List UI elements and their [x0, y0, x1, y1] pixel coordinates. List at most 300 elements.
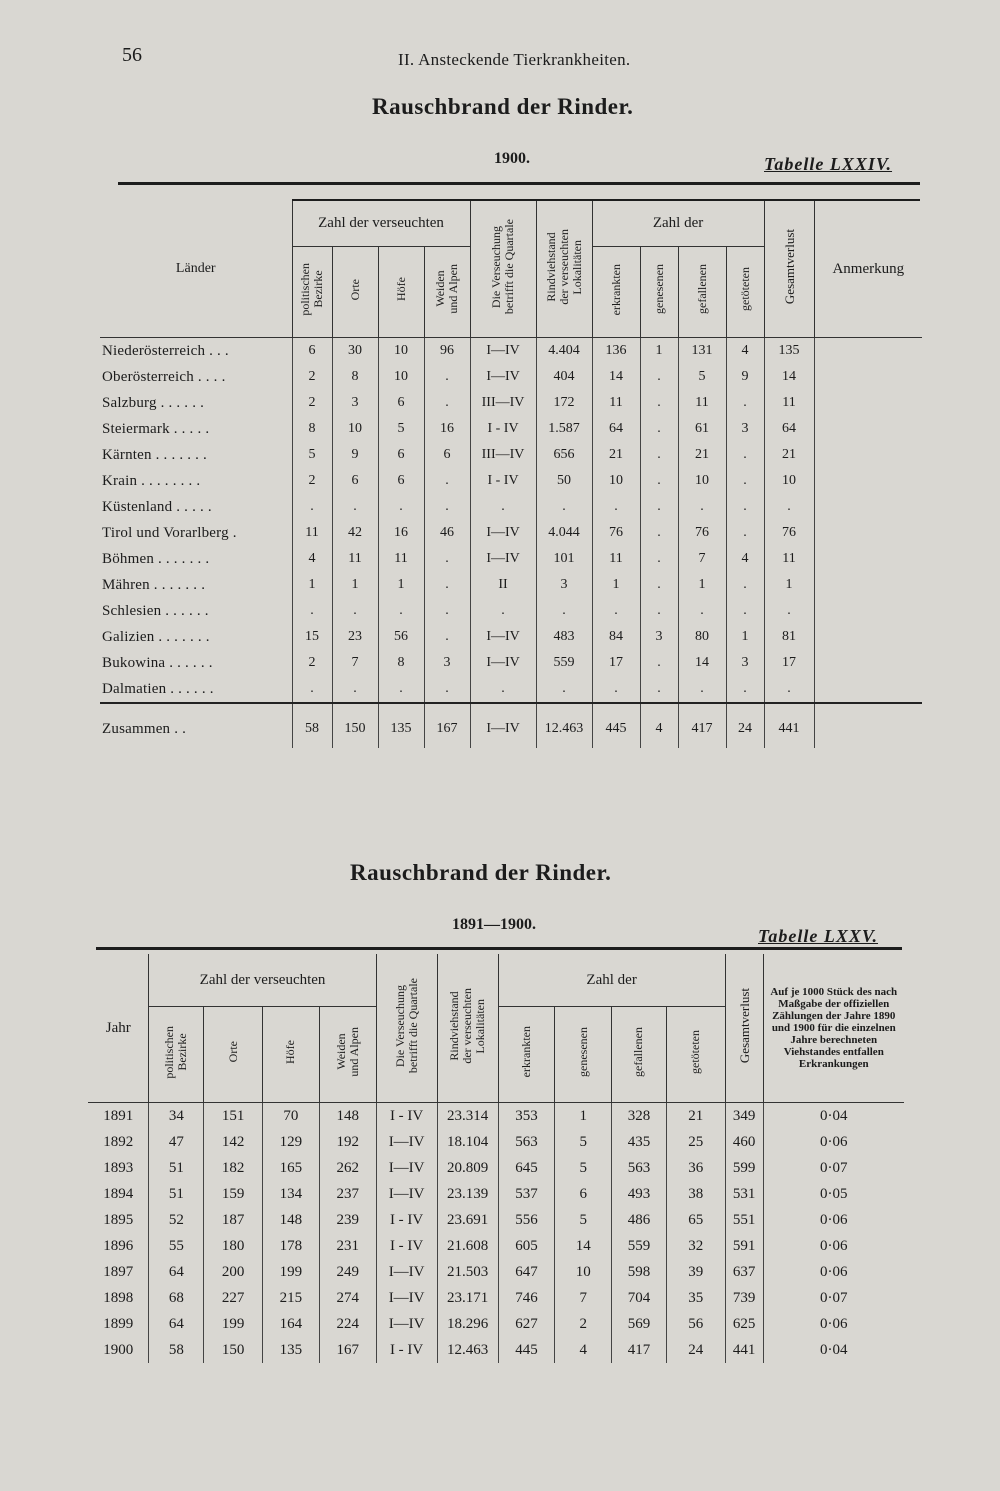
- cell-bez: 15: [292, 624, 332, 650]
- cell-orte: 11: [332, 546, 378, 572]
- cell-erkr: 11: [592, 546, 640, 572]
- header-laender: Länder: [100, 201, 292, 338]
- table-row: [88, 1337, 904, 1363]
- cell-orte: 10: [332, 416, 378, 442]
- cell-verlust: 349: [725, 1103, 763, 1130]
- cell-promille: 0·06: [763, 1233, 904, 1259]
- cell-anmerkung: [814, 572, 922, 598]
- table-row: [88, 1233, 904, 1259]
- cell-anmerkung: [814, 468, 922, 494]
- cell-quartale: I - IV: [470, 416, 536, 442]
- cell-quartale: I—IV: [376, 1285, 437, 1311]
- table-row: [100, 572, 922, 598]
- table2-year: 1891—1900.: [452, 916, 536, 933]
- cell-orte: .: [332, 494, 378, 520]
- cell-gen: .: [640, 468, 678, 494]
- cell-orte: 42: [332, 520, 378, 546]
- cell-hoefe: 1: [378, 572, 424, 598]
- cell-stand: 18.296: [437, 1311, 498, 1337]
- cell-quartale: I—IV: [376, 1129, 437, 1155]
- cell-weiden: .: [424, 624, 470, 650]
- cell-erkr: 136: [592, 338, 640, 365]
- cell-erkr: 627: [498, 1311, 555, 1337]
- cell-bez: 8: [292, 416, 332, 442]
- cell-bez: 68: [149, 1285, 204, 1311]
- cell-stand: 12.463: [536, 703, 592, 748]
- cell-anmerkung: [814, 494, 922, 520]
- table1-body: [100, 338, 922, 749]
- cell-quartale: .: [470, 598, 536, 624]
- cell-erkr: 10: [592, 468, 640, 494]
- cell-stand: .: [536, 598, 592, 624]
- cell-gef: 569: [612, 1311, 667, 1337]
- cell-jahr: 1897: [103, 1263, 134, 1280]
- cell-gef: 435: [612, 1129, 667, 1155]
- cell-gen: .: [640, 546, 678, 572]
- cell-orte: 1: [332, 572, 378, 598]
- cell-hoefe: 70: [263, 1103, 320, 1130]
- cell-erkr: .: [592, 676, 640, 703]
- header-erkrankten: erkrankten: [592, 246, 640, 337]
- cell-weiden: 6: [424, 442, 470, 468]
- cell-gef: 486: [612, 1207, 667, 1233]
- cell-quartale: I—IV: [376, 1259, 437, 1285]
- cell-orte: 6: [332, 468, 378, 494]
- cell-quartale: .: [470, 676, 536, 703]
- cell-verlust: 10: [764, 468, 814, 494]
- cell-stand: 23.139: [437, 1181, 498, 1207]
- cell-verlust: 739: [725, 1285, 763, 1311]
- cell-get: 24: [726, 703, 764, 748]
- cell-get: 32: [666, 1233, 725, 1259]
- cell-hoefe: 56: [378, 624, 424, 650]
- cell-gef: 11: [678, 390, 726, 416]
- cell-gen: 5: [555, 1207, 612, 1233]
- table-row: [100, 494, 922, 520]
- cell-gen: 14: [555, 1233, 612, 1259]
- cell-gen: .: [640, 390, 678, 416]
- cell-gef: 417: [678, 703, 726, 748]
- header-orte: Orte: [332, 246, 378, 337]
- table-row: [100, 390, 922, 416]
- cell-quartale: I—IV: [470, 364, 536, 390]
- cell-bez: 2: [292, 390, 332, 416]
- cell-promille: 0·06: [763, 1259, 904, 1285]
- header2-quartale: Die Verseuchung betrifft die Quartale: [376, 954, 437, 1103]
- cell-erkr: 445: [498, 1337, 555, 1363]
- cell-gef: 131: [678, 338, 726, 365]
- header2-orte: Orte: [204, 1007, 263, 1103]
- cell-weiden: 237: [319, 1181, 376, 1207]
- cell-quartale: I—IV: [470, 650, 536, 676]
- cell-bez: 2: [292, 650, 332, 676]
- cell-verlust: 11: [764, 546, 814, 572]
- cell-jahr: 1891: [103, 1107, 134, 1124]
- header-jahr: Jahr: [88, 954, 149, 1103]
- cell-bez: 5: [292, 442, 332, 468]
- cell-verlust: .: [764, 494, 814, 520]
- header-zahl-der: Zahl der: [592, 201, 764, 246]
- cell-stand: .: [536, 494, 592, 520]
- cell-verlust: 625: [725, 1311, 763, 1337]
- cell-weiden: 192: [319, 1129, 376, 1155]
- cell-hoefe: 8: [378, 650, 424, 676]
- cell-land: Galizien . . . . . . .: [102, 628, 210, 645]
- cell-gef: .: [678, 494, 726, 520]
- cell-bez: 51: [149, 1181, 204, 1207]
- cell-promille: 0·04: [763, 1103, 904, 1130]
- cell-gef: 14: [678, 650, 726, 676]
- cell-orte: 142: [204, 1129, 263, 1155]
- header-zahl-verseuchten: Zahl der verseuchten: [292, 201, 470, 246]
- cell-gef: 559: [612, 1233, 667, 1259]
- cell-get: 36: [666, 1155, 725, 1181]
- cell-weiden: 167: [319, 1337, 376, 1363]
- cell-anmerkung: [814, 390, 922, 416]
- header2-note: Auf je 1000 Stück des nach Maßgabe der offiziellen Zählungen der Jahre 1890 und 1900 für die einzelnen Jahre berechneten Viehstandes entfallen Erkrankungen: [763, 954, 904, 1103]
- cell-gef: 76: [678, 520, 726, 546]
- total-row: [100, 703, 922, 748]
- cell-gef: 21: [678, 442, 726, 468]
- cell-bez: 6: [292, 338, 332, 365]
- cell-orte: 199: [204, 1311, 263, 1337]
- cell-bez: 47: [149, 1129, 204, 1155]
- cell-land: Mähren . . . . . . .: [102, 576, 206, 593]
- header-quartale: Die Verseuchung betrifft die Quartale: [470, 201, 536, 338]
- header2-getoeteten: getöteten: [666, 1007, 725, 1103]
- cell-quartale: I - IV: [376, 1103, 437, 1130]
- cell-anmerkung: [814, 546, 922, 572]
- cell-gef: .: [678, 598, 726, 624]
- cell-erkr: .: [592, 494, 640, 520]
- cell-weiden: 148: [319, 1103, 376, 1130]
- cell-get: 25: [666, 1129, 725, 1155]
- cell-jahr: 1892: [103, 1133, 134, 1150]
- cell-stand: 483: [536, 624, 592, 650]
- cell-verlust: .: [764, 676, 814, 703]
- cell-erkr: 76: [592, 520, 640, 546]
- table1: [100, 201, 922, 748]
- cell-orte: 150: [204, 1337, 263, 1363]
- header-weiden: Weiden und Alpen: [424, 246, 470, 337]
- cell-land: Tirol und Vorarlberg .: [102, 524, 237, 541]
- cell-erkr: 445: [592, 703, 640, 748]
- header2-gefallenen: gefallenen: [612, 1007, 667, 1103]
- cell-weiden: .: [424, 572, 470, 598]
- cell-weiden: 16: [424, 416, 470, 442]
- cell-get: 3: [726, 650, 764, 676]
- cell-quartale: I—IV: [376, 1181, 437, 1207]
- cell-hoefe: 165: [263, 1155, 320, 1181]
- cell-orte: 8: [332, 364, 378, 390]
- cell-get: .: [726, 468, 764, 494]
- header2-hoefe: Höfe: [263, 1007, 320, 1103]
- cell-land: Oberösterreich . . . .: [102, 368, 226, 385]
- cell-stand: 3: [536, 572, 592, 598]
- cell-get: 9: [726, 364, 764, 390]
- cell-weiden: 224: [319, 1311, 376, 1337]
- cell-orte: 23: [332, 624, 378, 650]
- cell-get: .: [726, 676, 764, 703]
- cell-stand: .: [536, 676, 592, 703]
- cell-weiden: .: [424, 390, 470, 416]
- cell-land: Krain . . . . . . . .: [102, 472, 201, 489]
- cell-orte: 151: [204, 1103, 263, 1130]
- cell-get: 1: [726, 624, 764, 650]
- cell-anmerkung: [814, 416, 922, 442]
- cell-bez: 58: [292, 703, 332, 748]
- cell-quartale: I—IV: [376, 1155, 437, 1181]
- cell-get: .: [726, 520, 764, 546]
- cell-hoefe: 148: [263, 1207, 320, 1233]
- cell-hoefe: 6: [378, 442, 424, 468]
- cell-anmerkung: [814, 364, 922, 390]
- table-row: [100, 624, 922, 650]
- table-row: [88, 1285, 904, 1311]
- cell-erkr: .: [592, 598, 640, 624]
- cell-erkr: 746: [498, 1285, 555, 1311]
- cell-get: 4: [726, 338, 764, 365]
- cell-weiden: 249: [319, 1259, 376, 1285]
- cell-weiden: .: [424, 676, 470, 703]
- cell-gen: 3: [640, 624, 678, 650]
- cell-jahr: 1900: [103, 1341, 134, 1358]
- cell-hoefe: 129: [263, 1129, 320, 1155]
- cell-orte: 187: [204, 1207, 263, 1233]
- cell-erkr: 563: [498, 1129, 555, 1155]
- cell-gef: 5: [678, 364, 726, 390]
- cell-bez: 58: [149, 1337, 204, 1363]
- header-gefallenen: gefallenen: [678, 246, 726, 337]
- cell-quartale: II: [470, 572, 536, 598]
- table2-top-rule: [96, 947, 902, 950]
- cell-get: 39: [666, 1259, 725, 1285]
- cell-stand: 404: [536, 364, 592, 390]
- cell-verlust: 14: [764, 364, 814, 390]
- cell-orte: 159: [204, 1181, 263, 1207]
- cell-erkr: 11: [592, 390, 640, 416]
- cell-stand: 4.044: [536, 520, 592, 546]
- cell-get: 3: [726, 416, 764, 442]
- cell-verlust: 441: [764, 703, 814, 748]
- table1-title: Rauschbrand der Rinder.: [372, 94, 634, 119]
- table2-title: Rauschbrand der Rinder.: [350, 860, 612, 885]
- cell-land: Zusammen . .: [100, 703, 292, 748]
- cell-quartale: III—IV: [470, 442, 536, 468]
- cell-verlust: 81: [764, 624, 814, 650]
- cell-gen: 10: [555, 1259, 612, 1285]
- cell-gef: 10: [678, 468, 726, 494]
- cell-bez: 51: [149, 1155, 204, 1181]
- cell-orte: 180: [204, 1233, 263, 1259]
- cell-quartale: I—IV: [470, 703, 536, 748]
- cell-land: Steiermark . . . . .: [102, 420, 210, 437]
- cell-erkr: 1: [592, 572, 640, 598]
- cell-gef: 80: [678, 624, 726, 650]
- cell-gen: 1: [555, 1103, 612, 1130]
- cell-weiden: .: [424, 598, 470, 624]
- cell-hoefe: 134: [263, 1181, 320, 1207]
- cell-bez: 64: [149, 1259, 204, 1285]
- cell-anmerkung: [814, 650, 922, 676]
- cell-promille: 0·06: [763, 1311, 904, 1337]
- cell-stand: 172: [536, 390, 592, 416]
- cell-erkr: 353: [498, 1103, 555, 1130]
- cell-verlust: 591: [725, 1233, 763, 1259]
- header2-politische-bezirke: politischen Bezirke: [149, 1007, 204, 1103]
- cell-anmerkung: [814, 703, 922, 748]
- running-head: II. Ansteckende Tierkrankheiten.: [398, 50, 631, 69]
- cell-hoefe: .: [378, 494, 424, 520]
- cell-weiden: 239: [319, 1207, 376, 1233]
- cell-gen: .: [640, 442, 678, 468]
- table-row: [100, 338, 922, 365]
- header-rindviehstand: Rindviehstand der verseuchten Lokalitäten: [536, 201, 592, 338]
- cell-stand: 559: [536, 650, 592, 676]
- cell-bez: 11: [292, 520, 332, 546]
- cell-quartale: I—IV: [470, 338, 536, 365]
- cell-gen: 4: [640, 703, 678, 748]
- cell-get: .: [726, 442, 764, 468]
- cell-weiden: 231: [319, 1233, 376, 1259]
- cell-verlust: 637: [725, 1259, 763, 1285]
- cell-get: .: [726, 390, 764, 416]
- cell-jahr: 1893: [103, 1159, 134, 1176]
- cell-stand: 656: [536, 442, 592, 468]
- cell-bez: 2: [292, 364, 332, 390]
- cell-stand: 21.503: [437, 1259, 498, 1285]
- cell-orte: .: [332, 598, 378, 624]
- cell-stand: 23.691: [437, 1207, 498, 1233]
- cell-hoefe: 16: [378, 520, 424, 546]
- cell-stand: 4.404: [536, 338, 592, 365]
- cell-verlust: 1: [764, 572, 814, 598]
- header-politische-bezirke: politischen Bezirke: [292, 246, 332, 337]
- cell-verlust: 599: [725, 1155, 763, 1181]
- cell-quartale: I—IV: [470, 624, 536, 650]
- cell-quartale: I - IV: [376, 1337, 437, 1363]
- cell-gen: .: [640, 494, 678, 520]
- cell-erkr: 556: [498, 1207, 555, 1233]
- cell-gen: 2: [555, 1311, 612, 1337]
- cell-get: .: [726, 572, 764, 598]
- cell-bez: 2: [292, 468, 332, 494]
- cell-verlust: 551: [725, 1207, 763, 1233]
- cell-orte: .: [332, 676, 378, 703]
- cell-gen: .: [640, 520, 678, 546]
- cell-bez: .: [292, 598, 332, 624]
- table-row: [100, 598, 922, 624]
- cell-gen: .: [640, 364, 678, 390]
- cell-erkr: 645: [498, 1155, 555, 1181]
- cell-stand: 12.463: [437, 1337, 498, 1363]
- cell-quartale: I - IV: [376, 1207, 437, 1233]
- cell-jahr: 1895: [103, 1211, 134, 1228]
- cell-orte: 182: [204, 1155, 263, 1181]
- table-row: [88, 1181, 904, 1207]
- cell-verlust: 21: [764, 442, 814, 468]
- header2-erkrankten: erkrankten: [498, 1007, 555, 1103]
- cell-weiden: .: [424, 364, 470, 390]
- cell-weiden: .: [424, 468, 470, 494]
- cell-hoefe: 199: [263, 1259, 320, 1285]
- cell-get: 56: [666, 1311, 725, 1337]
- cell-verlust: 460: [725, 1129, 763, 1155]
- cell-hoefe: 164: [263, 1311, 320, 1337]
- cell-hoefe: 11: [378, 546, 424, 572]
- cell-jahr: 1899: [103, 1315, 134, 1332]
- cell-erkr: 14: [592, 364, 640, 390]
- cell-weiden: .: [424, 546, 470, 572]
- cell-quartale: I—IV: [376, 1311, 437, 1337]
- cell-quartale: III—IV: [470, 390, 536, 416]
- cell-weiden: 262: [319, 1155, 376, 1181]
- header2-genesenen: genesenen: [555, 1007, 612, 1103]
- cell-verlust: .: [764, 598, 814, 624]
- cell-jahr: 1896: [103, 1237, 134, 1254]
- cell-hoefe: 6: [378, 468, 424, 494]
- cell-gen: 4: [555, 1337, 612, 1363]
- cell-quartale: I - IV: [470, 468, 536, 494]
- cell-orte: 9: [332, 442, 378, 468]
- cell-gef: 598: [612, 1259, 667, 1285]
- cell-bez: .: [292, 676, 332, 703]
- cell-stand: 21.608: [437, 1233, 498, 1259]
- table2-body: [88, 1103, 904, 1364]
- cell-verlust: 64: [764, 416, 814, 442]
- table-row: [100, 520, 922, 546]
- cell-erkr: 64: [592, 416, 640, 442]
- cell-gef: 1: [678, 572, 726, 598]
- cell-gef: 7: [678, 546, 726, 572]
- cell-orte: 7: [332, 650, 378, 676]
- cell-get: .: [726, 598, 764, 624]
- table2-reference: Tabelle LXXV.: [758, 926, 879, 946]
- cell-erkr: 17: [592, 650, 640, 676]
- cell-gen: .: [640, 572, 678, 598]
- cell-weiden: 167: [424, 703, 470, 748]
- cell-gen: .: [640, 676, 678, 703]
- page-number: 56: [122, 44, 142, 66]
- cell-land: Küstenland . . . . .: [102, 498, 212, 515]
- header-gesamtverlust: Gesamtverlust: [764, 201, 814, 338]
- table-row: [88, 1129, 904, 1155]
- cell-gef: 417: [612, 1337, 667, 1363]
- cell-weiden: 46: [424, 520, 470, 546]
- table1-top-rule: [118, 182, 920, 185]
- cell-land: Böhmen . . . . . . .: [102, 550, 210, 567]
- cell-jahr: 1894: [103, 1185, 134, 1202]
- cell-bez: 34: [149, 1103, 204, 1130]
- cell-promille: 0·07: [763, 1285, 904, 1311]
- cell-hoefe: .: [378, 598, 424, 624]
- cell-hoefe: 178: [263, 1233, 320, 1259]
- table-row: [100, 416, 922, 442]
- cell-weiden: 96: [424, 338, 470, 365]
- cell-erkr: 647: [498, 1259, 555, 1285]
- cell-get: .: [726, 494, 764, 520]
- cell-promille: 0·06: [763, 1207, 904, 1233]
- cell-anmerkung: [814, 442, 922, 468]
- cell-get: 24: [666, 1337, 725, 1363]
- table-row: [88, 1155, 904, 1181]
- cell-hoefe: 135: [378, 703, 424, 748]
- cell-anmerkung: [814, 338, 922, 365]
- cell-hoefe: 5: [378, 416, 424, 442]
- cell-get: 21: [666, 1103, 725, 1130]
- cell-orte: 150: [332, 703, 378, 748]
- table-row: [100, 364, 922, 390]
